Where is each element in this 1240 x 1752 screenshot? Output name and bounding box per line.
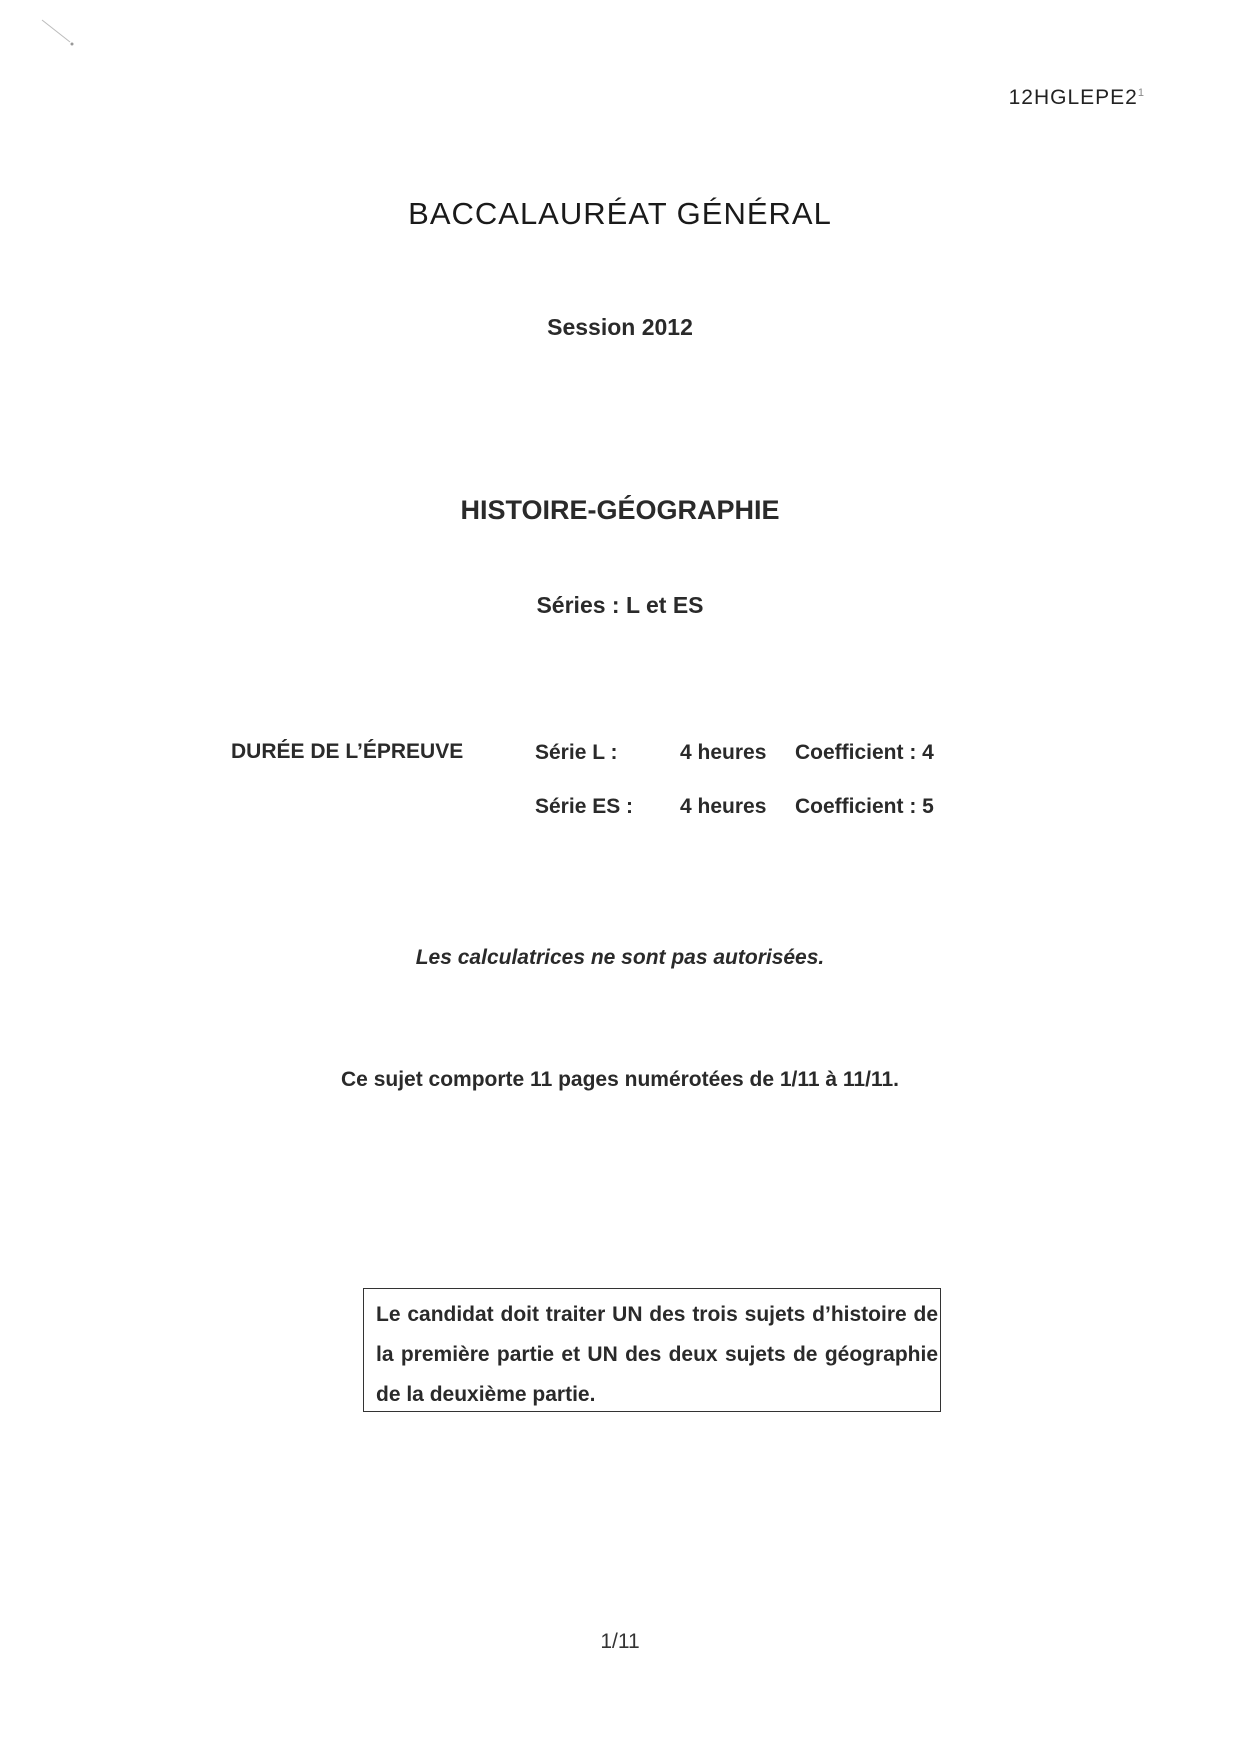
exam-title: BACCALAURÉAT GÉNÉRAL <box>408 196 832 231</box>
duration-coefficient: Coefficient : 5 <box>795 795 934 818</box>
exam-series: Séries : L et ES <box>536 592 704 618</box>
duration-coefficient: Coefficient : 4 <box>795 741 934 764</box>
duration-serie: Série L : <box>535 741 618 764</box>
exam-subject: HISTOIRE-GÉOGRAPHIE <box>460 495 780 525</box>
scan-artifact-mark <box>40 18 78 48</box>
pages-note: Ce sujet comporte 11 pages numérotées de 1/11 à 11/11. <box>341 1068 899 1091</box>
duration-serie: Série ES : <box>535 795 634 818</box>
page-number: 1/11 <box>600 1630 640 1653</box>
exam-session: Session 2012 <box>547 314 693 340</box>
reference-code-text: 12HGLEPE2 <box>1008 86 1138 109</box>
reference-code <box>1009 86 1145 110</box>
duration-label: DURÉE DE L’ÉPREUVE <box>231 740 464 763</box>
instruction-box: Le candidat doit traiter UN des trois sujets d’histoire de la première partie et UN des deux sujets de géographie de la deuxième partie. <box>363 1288 941 1412</box>
duration-hours: 4 heures <box>680 795 767 818</box>
reference-code-mark: 1 <box>1137 87 1145 99</box>
duration-hours: 4 heures <box>680 741 767 764</box>
calculators-note: Les calculatrices ne sont pas autorisées. <box>415 946 825 969</box>
